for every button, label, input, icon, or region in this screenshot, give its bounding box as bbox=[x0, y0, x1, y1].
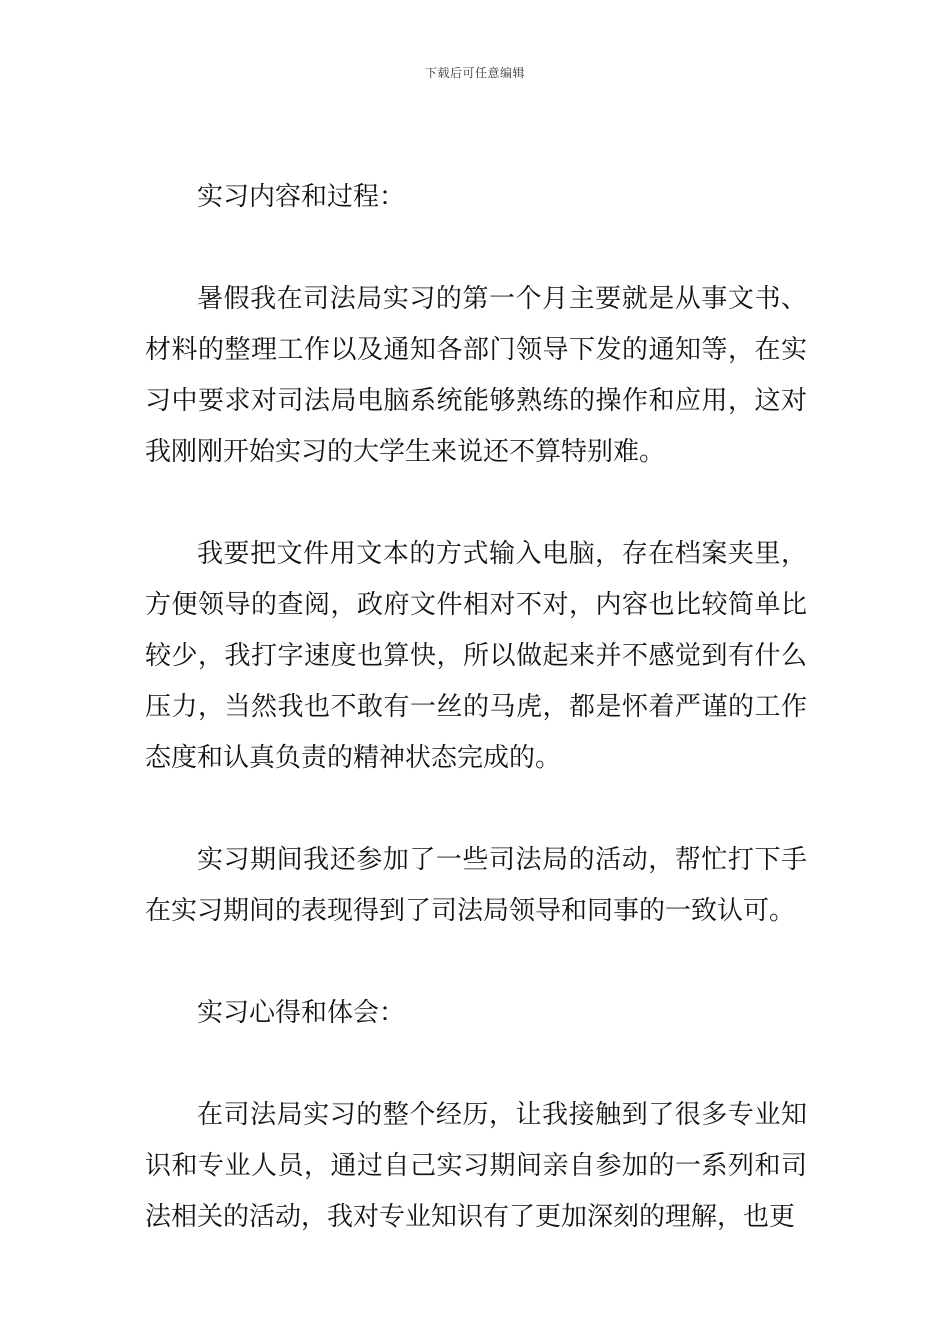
section-heading-experience: 实习心得和体会： bbox=[197, 998, 406, 1028]
paragraph: 在司法局实习的整个经历，让我接触到了很多专业知识和专业人员，通过自己实习期间亲自参加的一系列和司法相关的活动，我对专业知识有了更加深刻的理解，也更 bbox=[145, 1100, 807, 1232]
paragraph: 我要把文件用文本的方式输入电脑，存在档案夹里，方便领导的查阅，政府文件相对不对，内容也比较简单比较少，我打字速度也算快，所以做起来并不感觉到有什么压力，当然我也不敢有一丝的马虎，都是怀着严谨的工作态度和认真负责的精神状态完成的。 bbox=[145, 539, 807, 773]
paragraph: 暑假我在司法局实习的第一个月主要就是从事文书、材料的整理工作以及通知各部门领导下发的通知等，在实习中要求对司法局电脑系统能够熟练的操作和应用，这对我刚刚开始实习的大学生来说还不算特别难。 bbox=[145, 284, 807, 467]
document-body bbox=[145, 172, 807, 1243]
header-note: 下载后可任意编辑 bbox=[424, 66, 525, 80]
paragraph: 实习期间我还参加了一些司法局的活动，帮忙打下手在实习期间的表现得到了司法局领导和同事的一致认可。 bbox=[145, 845, 807, 926]
section-heading-process: 实习内容和过程： bbox=[197, 182, 406, 212]
